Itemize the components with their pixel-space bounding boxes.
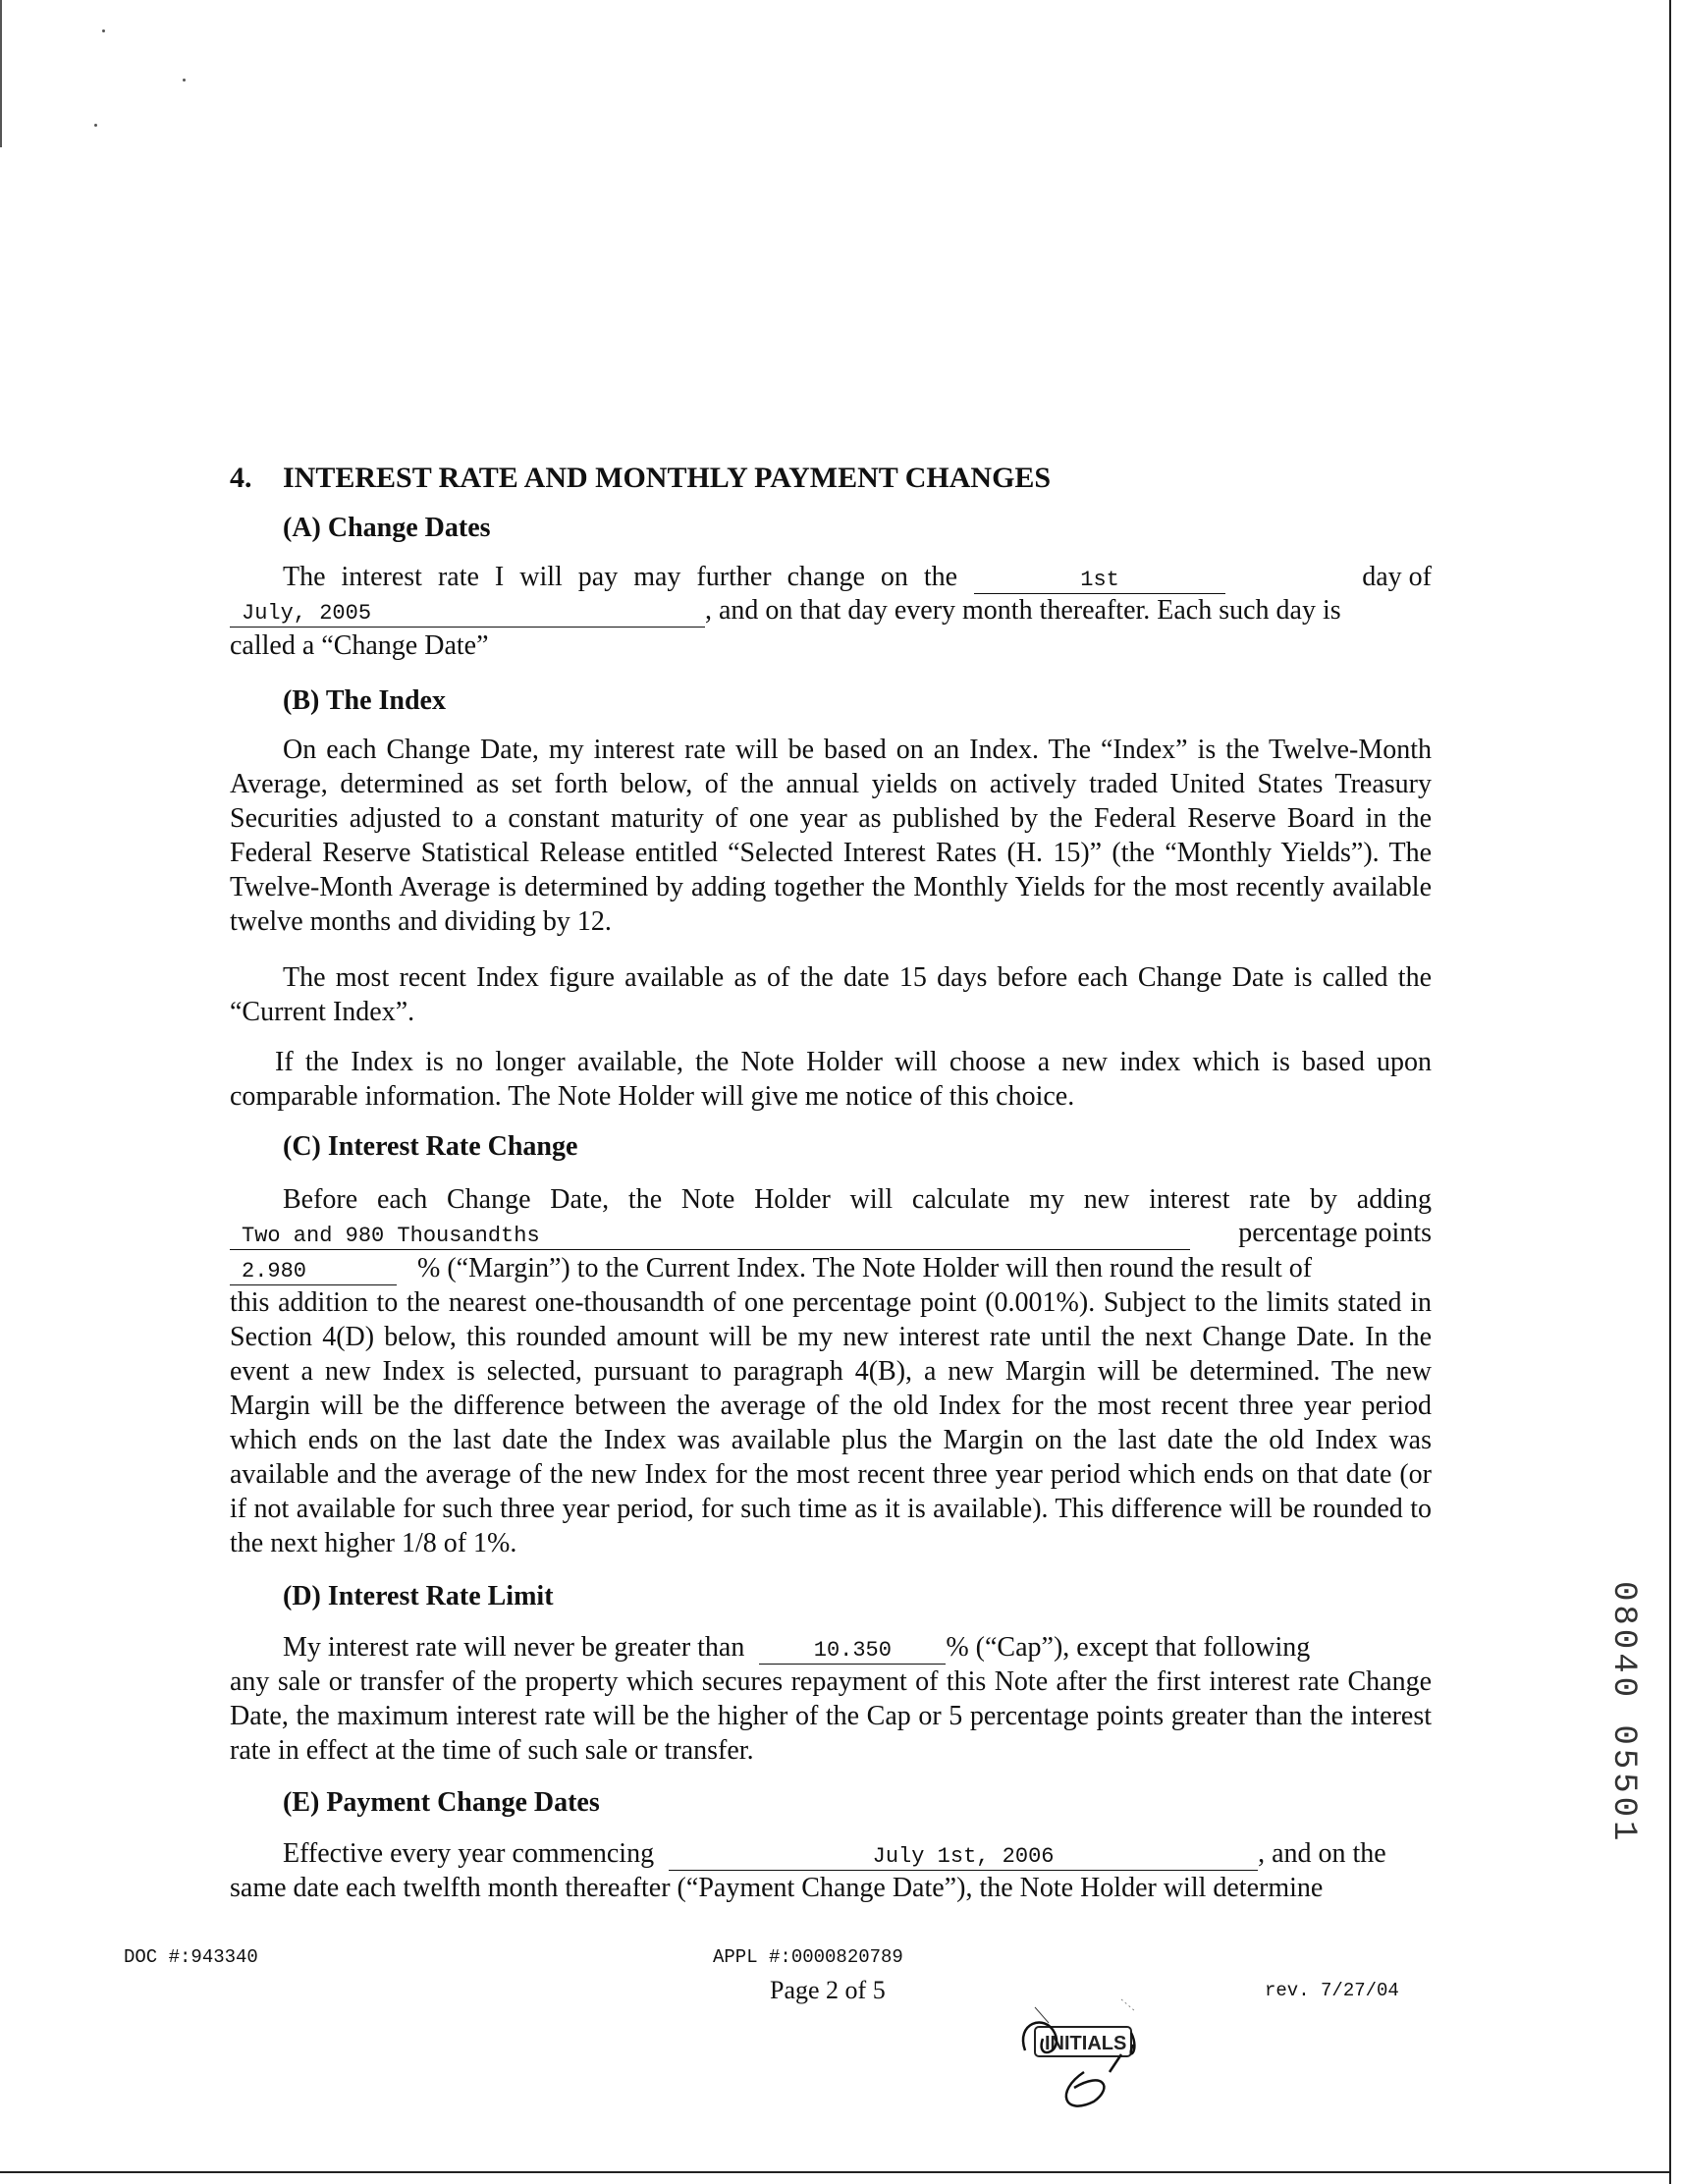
side-control-number: 08040 05501 bbox=[1604, 1581, 1642, 1845]
margin-words-field: Two and 980 Thousandths bbox=[230, 1221, 1190, 1250]
index-paragraph-3: If the Index is no longer available, the Note Holder will choose a new index which is based upon comparable information. The Note Holder will give me notice of this choice. bbox=[230, 1047, 1432, 1112]
scan-speck bbox=[94, 124, 97, 127]
index-paragraph-2: The most recent Index figure available as of the date 15 days before each Change Date is called the “Current Index”. bbox=[230, 962, 1432, 1027]
index-paragraph-1: On each Change Date, my interest rate will be based on an Index. The “Index” is the Twelve-Month Average, determined as set forth below, of the annual yields on actively traded United States Treasury Securities adjusted to a constant maturity of one year as published by the Federal Reserve Board in the Federal Reserve Statistical Release entitled “Selected Interest Rates (H. 15)” (the “Monthly Yields”). The Twelve-Month Average is determined by adding together the Monthly Yields for the most recently available twelve months and dividing by 12. bbox=[230, 735, 1432, 937]
scan-edge-mark bbox=[0, 0, 2, 147]
rate-limit-line-1: My interest rate will never be greater than 10.350 % (“Cap”), except that following bbox=[283, 1632, 1311, 1663]
section-title: INTEREST RATE AND MONTHLY PAYMENT CHANGES bbox=[283, 462, 1052, 494]
rate-change-line-3: 2.980 % (“Margin”) to the Current Index. The Note Holder will then round the result of bbox=[230, 1251, 1432, 1285]
change-dates-line-2: July, 2005 , and on that day every month thereafter. Each such day is bbox=[230, 593, 1432, 628]
change-dates-line-3: called a “Change Date” bbox=[230, 630, 489, 661]
subheading-change-dates: (A) Change Dates bbox=[283, 513, 491, 543]
rate-change-paragraph: this addition to the nearest one-thousandth of one percentage point (0.001%). Subject to the limits stated in Section 4(D) below, this rounded amount will be my new interest rate until the next Change Date. In the event a new Index is selected, pursuant to paragraph 4(B), a new Margin will be determined. The new Margin will be the difference between the average of the old Index for the most recent three year period which ends on the last date the Index was available plus the Margin on the last date the old Index was available and the average of the new Index for the most recent three year period which ends on that date (or if not available for such three year period, for such time as it is available). This difference will be rounded to the next higher 1/8 of 1%. bbox=[230, 1287, 1432, 1558]
rate-change-line-1: Before each Change Date, the Note Holder will calculate my new interest rate by adding bbox=[283, 1184, 1432, 1215]
change-day-field: 1st bbox=[974, 565, 1225, 594]
page-number: Page 2 of 5 bbox=[770, 1976, 886, 2004]
section-heading bbox=[230, 462, 1051, 495]
subheading-index: (B) The Index bbox=[283, 685, 446, 716]
payment-change-date-field: July 1st, 2006 bbox=[669, 1841, 1258, 1871]
appl-number: APPL #:0000820789 bbox=[713, 1946, 903, 1968]
scan-speck bbox=[183, 79, 186, 82]
subheading-payment-change: (E) Payment Change Dates bbox=[283, 1787, 600, 1818]
svg-text:INITIALS: INITIALS bbox=[1045, 2033, 1127, 2054]
page-edge-bottom bbox=[0, 2171, 1671, 2173]
change-month-field: July, 2005 bbox=[230, 598, 705, 628]
cap-value-field: 10.350 bbox=[759, 1635, 946, 1665]
payment-change-line-2: same date each twelfth month thereafter (“Payment Change Date”), the Note Holder will determine bbox=[230, 1873, 1324, 1903]
section-number: 4. bbox=[230, 462, 252, 494]
rate-change-line-2: Two and 980 Thousandths percentage points bbox=[230, 1216, 1432, 1250]
initials-stamp bbox=[1015, 1993, 1172, 2121]
subheading-rate-limit: (D) Interest Rate Limit bbox=[283, 1581, 554, 1611]
revision-date: rev. 7/27/04 bbox=[1265, 1980, 1399, 2001]
scan-speck bbox=[102, 29, 105, 32]
page-edge-right bbox=[1669, 0, 1671, 2184]
rate-limit-paragraph: any sale or transfer of the property which secures repayment of this Note after the first interest rate Change Date, the maximum interest rate will be the higher of the Cap or 5 percentage points greater than the interest rate in effect at the time of such sale or transfer. bbox=[230, 1666, 1432, 1766]
subheading-rate-change: (C) Interest Rate Change bbox=[283, 1131, 578, 1162]
doc-number: DOC #:943340 bbox=[124, 1946, 258, 1968]
change-dates-line-1: The interest rate I will pay may further change on the 1st day of bbox=[283, 562, 1432, 592]
margin-value-field: 2.980 bbox=[230, 1256, 397, 1285]
payment-change-line-1: Effective every year commencing July 1st, 2006 , and on the bbox=[283, 1838, 1386, 1869]
